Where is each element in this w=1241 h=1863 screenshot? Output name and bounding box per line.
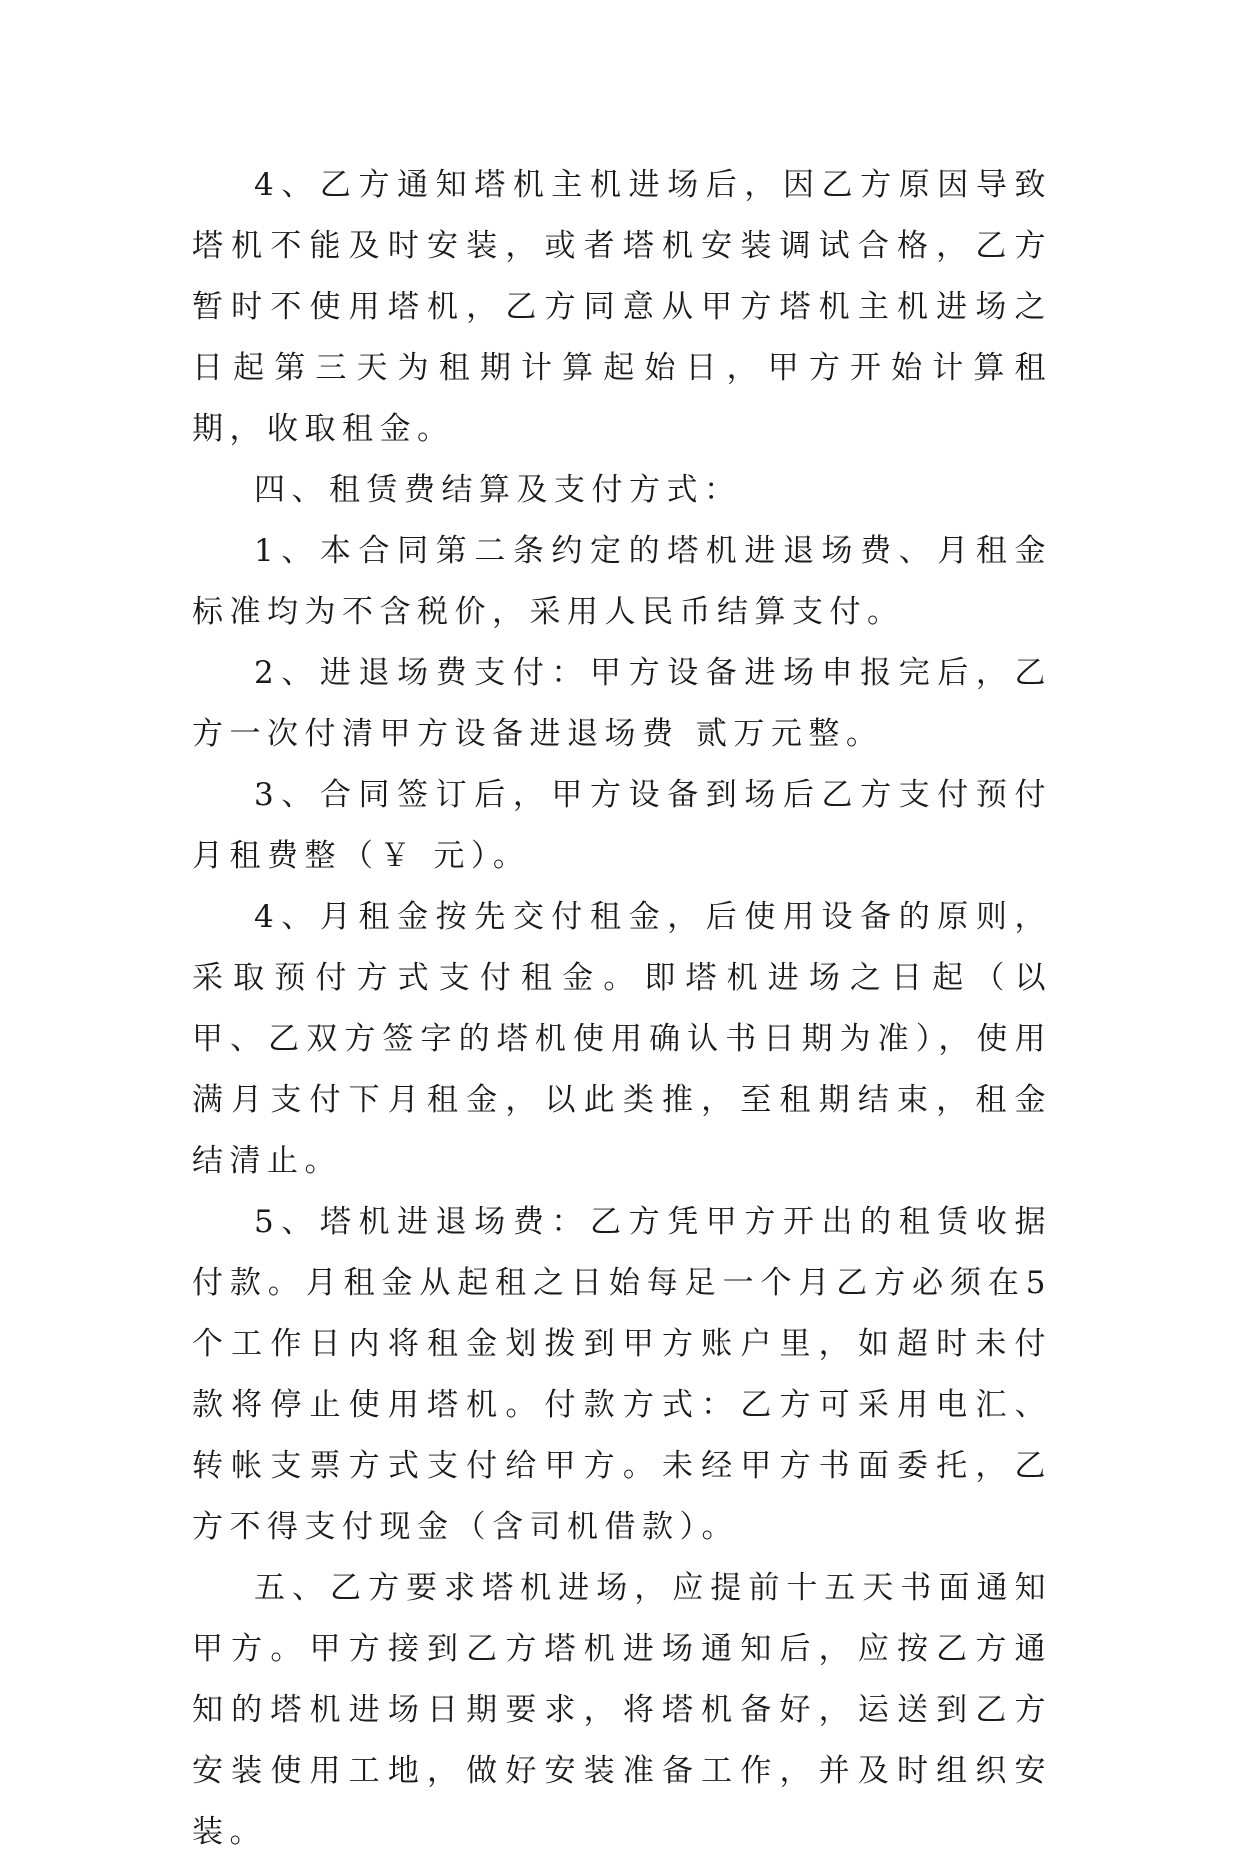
paragraph-payment-1: 1、本合同第二条约定的塔机进退场费、月租金标准均为不含税价，采用人民币结算支付。 [192,533,1052,630]
paragraph-section-4-heading: 四、租赁费结算及支付方式： [254,472,742,508]
paragraph-payment-2: 2、进退场费支付：甲方设备进场申报完后，乙方一次付清甲方设备进退场费 贰万元整。 [192,655,1052,752]
paragraph-section-5: 五、乙方要求塔机进场，应提前十五天书面通知甲方。甲方接到乙方塔机进场通知后，应按乙方通知的塔机进场日期要求，将塔机备好，运送到乙方安装使用工地，做好安装准备工作，并及时组织安装。 [192,1570,1052,1850]
document-body [192,155,1052,1863]
paragraph-payment-5: 5、塔机进退场费：乙方凭甲方开出的租赁收据付款。月租金从起租之日始每足一个月乙方必须在5个工作日内将租金划拨到甲方账户里，如超时未付款将停止使用塔机。付款方式：乙方可采用电汇、转帐支票方式支付给甲方。未经甲方书面委托，乙方不得支付现金（含司机借款）。 [192,1204,1052,1545]
paragraph-payment-4: 4、月租金按先交付租金，后使用设备的原则，采取预付方式支付租金。即塔机进场之日起（以甲、乙双方签字的塔机使用确认书日期为准），使用满月支付下月租金，以此类推，至租期结束，租金结清止。 [192,899,1052,1179]
paragraph-payment-3: 3、合同签订后，甲方设备到场后乙方支付预付月租费整（￥ 元）。 [192,777,1052,874]
paragraph-clause-4-lease-start: 4、乙方通知塔机主机进场后，因乙方原因导致塔机不能及时安装，或者塔机安装调试合格，乙方暂时不使用塔机，乙方同意从甲方塔机主机进场之日起第三天为租期计算起始日，甲方开始计算租期，收取租金。 [192,167,1052,447]
